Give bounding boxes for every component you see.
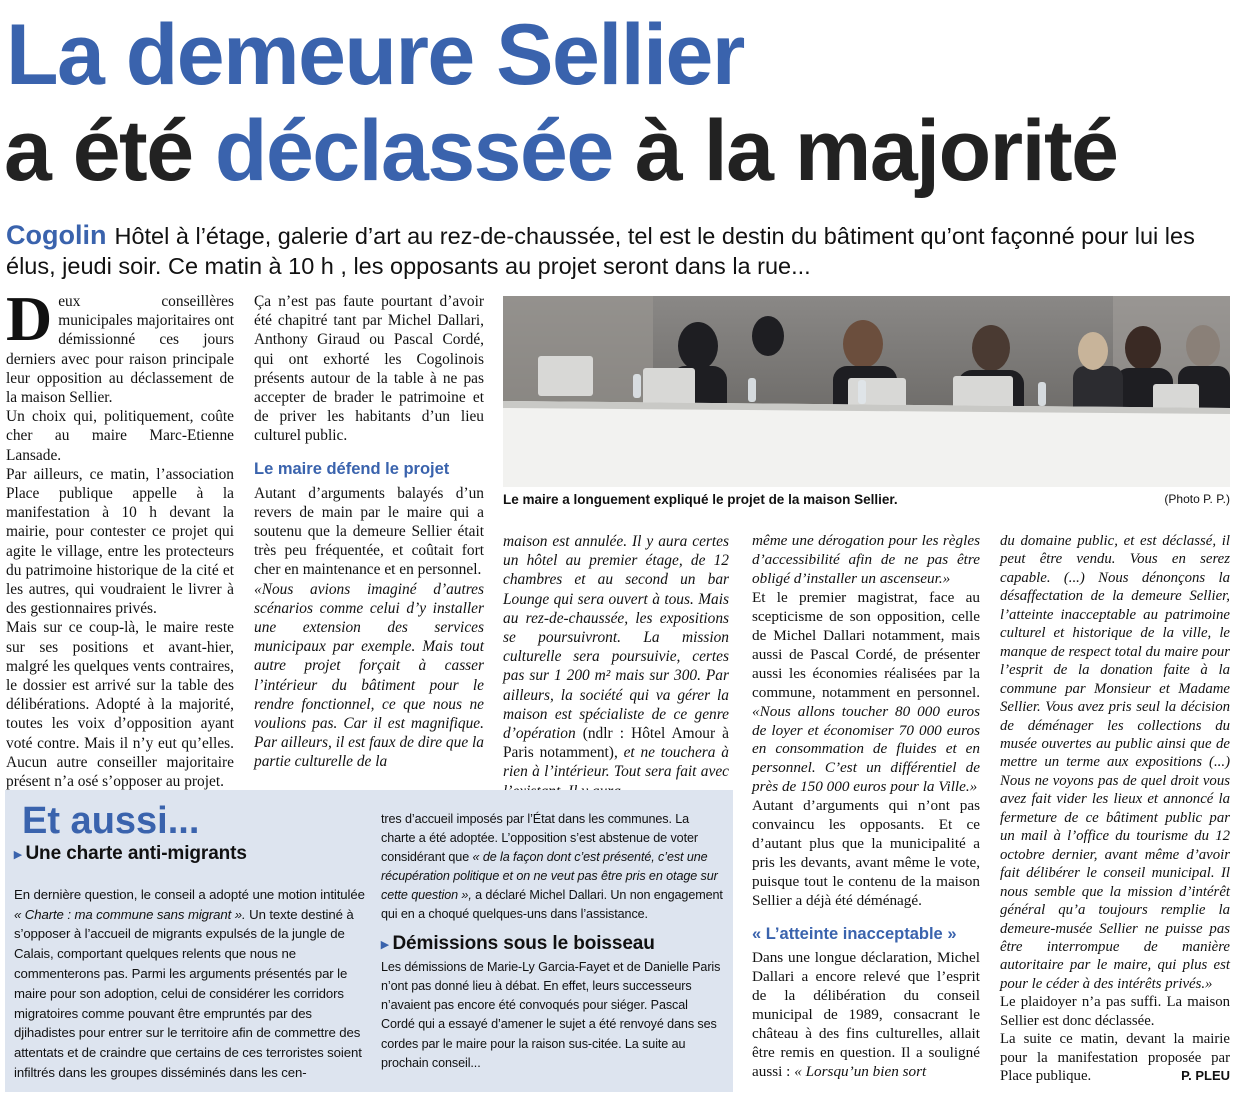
drop-cap: D — [6, 283, 53, 354]
box-heading-charte — [14, 844, 366, 865]
col4-quote: « Lorsqu’un bien sort — [790, 1062, 927, 1080]
headline-line2-end: à la majorité — [612, 103, 1118, 199]
box-title: Et aussi... — [22, 800, 200, 842]
box-text: Un texte destiné à s’opposer à l’accueil de migrants expulsés de la jungle de Calais, comportant quelques relents que nous ne commenterons pas. Parmi les arguments présentés par le maire pour son adoption, celui de considérer les corridors migratoires comme pouvant être empruntés par des djihadistes pour entrer sur le territoire afin de commettre des attentats et de craindre que certains de ces terroristes soient infiltrés dans les groupes disséminés dans les cen- — [14, 906, 362, 1080]
col5-paragraph: La suite ce matin, devant la mairie pour la manifestation proposée par Place publique. — [1000, 1031, 1230, 1085]
col4-paragraph: Et le premier magistrat, face au scepticisme de son opposition, celle de Michel Dallari notamment, mais aussi de Pascal Cordé, de présenter aussi les économies réalisées par la commune, notamment en personnel. — [752, 588, 980, 701]
box-quote: « de la façon dont c’est présenté, c’est une récupération politique et on ne veut pas être pris en otage sur cette question », — [381, 850, 718, 903]
box-column-2 — [381, 810, 725, 1073]
article-column-2 — [254, 292, 484, 772]
headline-line2-start: a été — [4, 103, 215, 199]
col2-quote: «Nous avions imaginé d’autres scénarios comme celui d’y installer une extension des services municipaux par exemple. Mais tout autre projet forçait à casser l’intérieur du bâtiment pour le rendre fonctionnel, ce que nous ne voulions pas. Car il est magnifique. Par ailleurs, il est faux de dire que la partie culturelle de la — [254, 580, 484, 771]
col3-quote: maison est annulée. Il y aura certes un hôtel au premier étage, de 12 chambres et au second un bar Lounge qui sera ouvert à tous. Mais au rez-de-chaussée, les expositions se poursuivront. La mission culturelle sera poursuivie, certes pas sur 1 200 m² mais sur 300. Par ailleurs, la société qui va gérer la maison est spécialiste de ce genre d’opération — [503, 533, 729, 743]
col4-quote: même une dérogation pour les règles d’accessibilité afin de ne pas être obligé d’installer un ascenseur.» — [752, 532, 980, 587]
box-quote: « Charte : ma commune sans migrant ». — [14, 906, 246, 922]
col1-paragraph: Par ailleurs, ce matin, l’association Place publique appelle à la manifestation à 10 h devant la mairie, pour contester ce projet qui agite le village, entre les protecteurs du patrimoine historique de la cité et les autres, qui voudraient le livrer à des gestionnaires privés. — [6, 465, 234, 618]
col5-paragraph: Le plaidoyer n’a pas suffi. La maison Sellier est donc déclassée. — [1000, 994, 1230, 1029]
box-heading-text: Une charte anti-migrants — [25, 843, 247, 864]
headline-line1: La demeure Sellier — [6, 7, 744, 103]
box-text: En dernière question, le conseil a adopté une motion intitulée — [14, 886, 365, 902]
box-heading-text: Démissions sous le boisseau — [392, 933, 655, 955]
article-column-3 — [503, 532, 729, 801]
box-text: tres d’accueil imposés par l’État dans les communes. La charte a été adoptée. L’opposition s’est abstenue de voter considérant que — [381, 812, 698, 865]
article-column-1 — [6, 283, 234, 791]
council-meeting-photo — [503, 296, 1230, 487]
lead-text: Hôtel à l’étage, galerie d’art au rez-de-chaussée, tel est le destin du bâtiment qu’ont façonné pour lui les élus, jeudi soir. Ce matin à 10 h , les opposants au projet seront dans la rue... — [6, 223, 1195, 279]
headline-highlight: déclassée — [214, 103, 613, 199]
col1-paragraph: Un choix qui, politiquement, coûte cher au maire Marc-Etienne Lansade. — [6, 408, 234, 464]
box-text: Les démissions de Marie-Ly Garcia-Fayet et de Danielle Paris n’ont pas donné lieu à débat. En effet, leurs successeurs n’avaient pas encore été convoqués pour siéger. Pascal Cordé qui a essayé d’amener le sujet a été renvoyé dans ses cordes par le maire pour la raison sus-citée. La suite au prochain conseil... — [381, 960, 721, 1070]
col4-paragraph: Autant d’arguments qui n’ont pas convaincu les opposants. Et ce d’autant plus que la municipalité a pris les devants, avant même le vote, puisque tout le contenu de la maison Sellier a déjà été déménagé. — [752, 797, 980, 910]
col4-paragraph: Dans une longue déclaration, Michel Dallari a encore relevé que l’esprit de la délibération du conseil municipal de 1989, consacrant le château à des fins culturelles, allait être remis en question. Il a souligné aussi : — [752, 949, 980, 1080]
col4-quote: «Nous allons toucher 80 000 euros de loyer et économiser 70 000 euros en consommation de fluides et en personnel. C’est un différentiel de près de 150 000 euros pour la Ville.» — [752, 702, 980, 796]
headline-line2 — [4, 103, 1118, 199]
arrow-right-icon: ▸ — [381, 936, 389, 954]
photo-illustration — [503, 296, 1230, 487]
caption-text: Le maire a longuement expliqué le projet de la maison Sellier. — [503, 492, 898, 507]
col1-paragraph: Mais sur ce coup-là, le maire reste sur ses positions et avant-hier, malgré les quelques vents contraires, le dossier est arrivé sur la table des délibérations. Adopté à la majorité, toutes les voix d’opposition ayant voté contre. Mais il n’y eut qu’elles. Aucun autre conseiller majoritaire présent n’a osé s’opposer au projet. — [6, 619, 234, 791]
box-column-1 — [14, 844, 366, 1083]
col5-quote: du domaine public, et est déclassé, il peut être vendu. Vous en serez capable. (...) Nous dénonçons la désaffectation de la demeure Sellier, l’atteinte inacceptable au patrimoine culturel et historique de la ville, le manque de respect total du maire pour l’esprit de la donation faite à la commune par Monsieur et Madame Sellier. Vous avez pris seul la décision de déménager les collections du musée ouvertes au public ainsi que de mettre un terme aux expositions (...) Nous ne voyons pas de quel droit vous avez fait vider les lieux et annoncé la fermeture de ce bâtiment public par un mail à l’office du tourisme du 12 octobre dernier, avant même d’avoir fait délibérer le conseil municipal. Il nous semble que la mission d’intérêt général qu’a toujours remplie la demeure-musée Sellier ne puisse pas être interrompue de manière autoritaire par le maire, qui plus est pour le céder à des intérêts privés.» — [1000, 533, 1230, 992]
box-text: a déclaré Michel Dallari. Un non engagement qui en a choqué quelques-uns dans l’assistance. — [381, 888, 723, 922]
article-column-4 — [752, 532, 980, 1082]
col3-quote: et ne touchera à rien à l’intérieur. Tout sera fait avec — [503, 744, 729, 781]
photo-credit: (Photo P. P.) — [1164, 492, 1230, 506]
dateline-city: Cogolin — [6, 220, 107, 250]
lead-paragraph — [6, 220, 1231, 281]
subheading-atteinte: « L’atteinte inacceptable » — [752, 925, 957, 944]
col1-paragraph: eux conseillères municipales majoritaires ont démissionné ces jours derniers avec pour raison principale leur opposition au déclassement de la maison Sellier. — [6, 293, 234, 407]
col2-paragraph: Ça n’est pas faute pourtant d’avoir été chapitré tant par Michel Dallari, Anthony Giraud ou Pascal Cordé, qui ont exhorté les Cogolinois présents autour de la table à ne pas accepter de brader le patrimoine et de priver les habitants d’un lieu culturel public. — [254, 293, 484, 445]
subheading-maire: Le maire défend le projet — [254, 459, 450, 478]
col3-aside: (ndlr : Hôtel Amour à Paris notamment), — [503, 725, 729, 762]
article-column-5 — [1000, 532, 1230, 1086]
author-signature: P. PLEU — [1181, 1068, 1230, 1084]
arrow-right-icon: ▸ — [14, 846, 22, 863]
photo-caption — [503, 492, 1230, 507]
box-heading-demissions — [381, 934, 725, 954]
col2-paragraph: Autant d’arguments balayés d’un revers de main par le maire qui a soutenu que la demeure Sellier était très peu fréquentée, et coûtait fort cher en maintenance et en personnel. — [254, 484, 484, 579]
